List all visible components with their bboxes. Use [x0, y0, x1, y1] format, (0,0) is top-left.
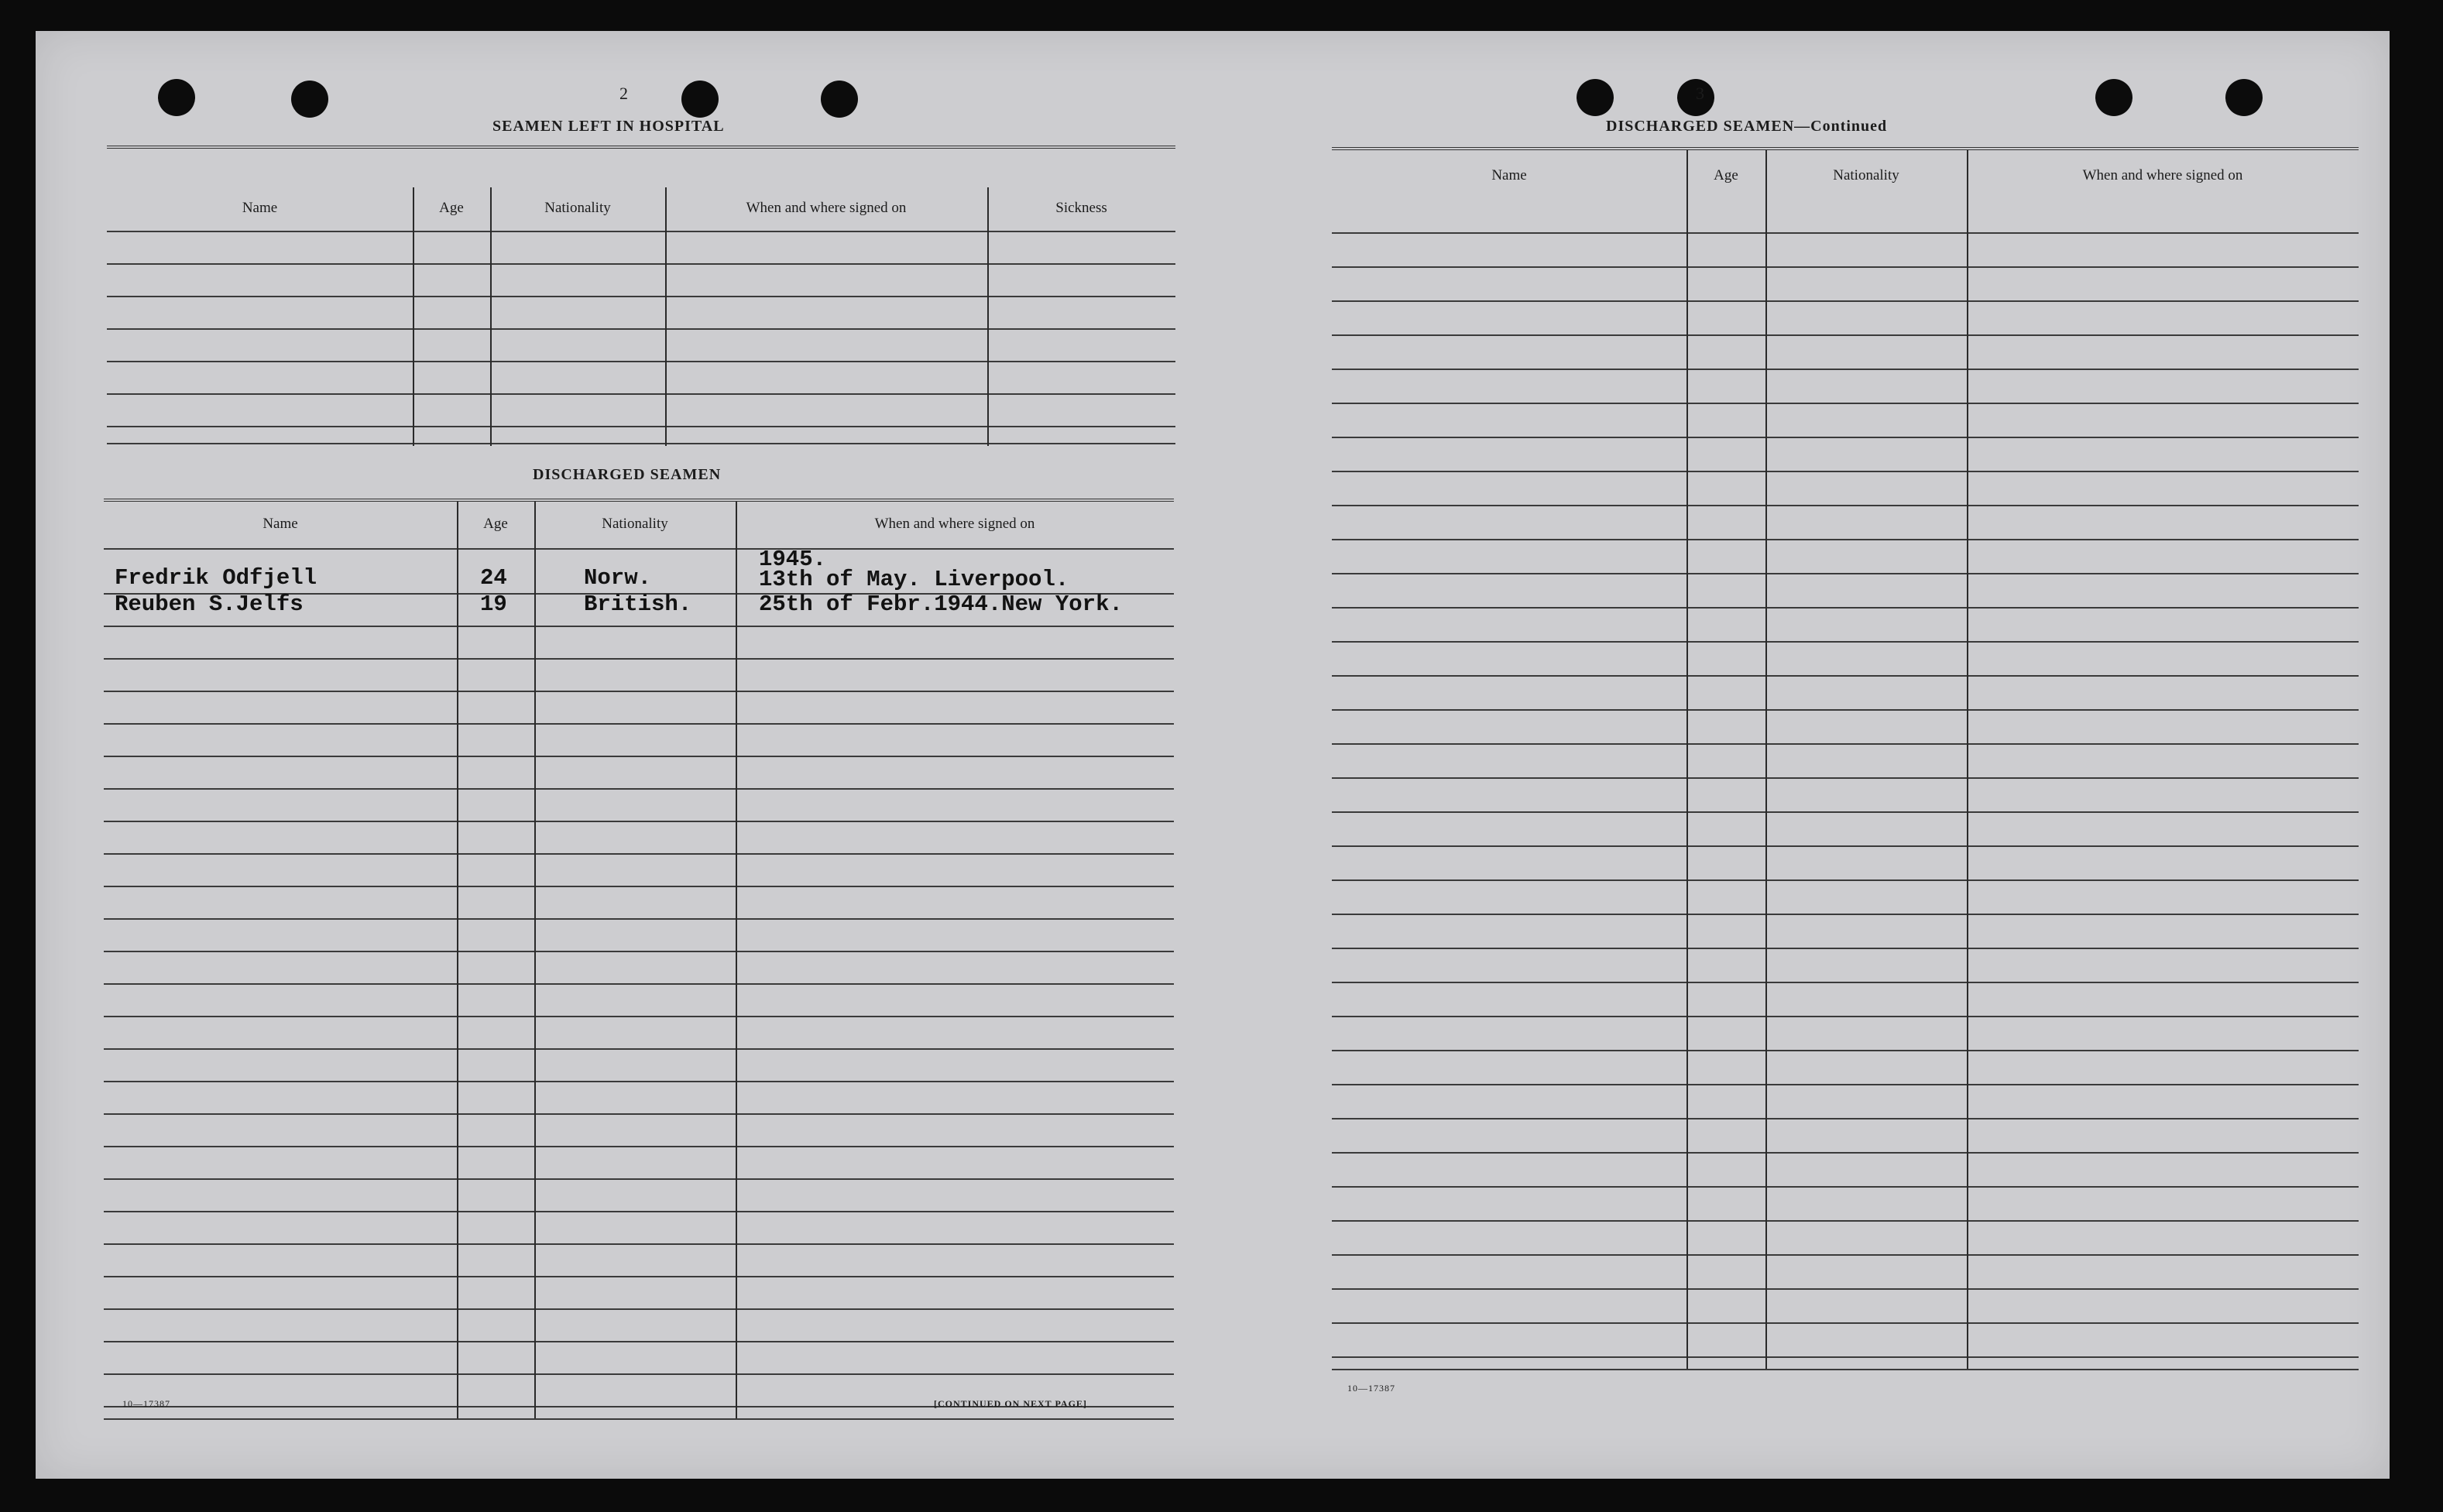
- discharged-row-2-name: Reuben S.Jelfs: [115, 591, 304, 617]
- discharged-row-line: [104, 1016, 1174, 1017]
- discharged-row-1-signed-year: 1945.: [759, 547, 827, 572]
- discharged-row-2-age: 19: [480, 591, 507, 617]
- hospital-col-divider: [490, 187, 492, 446]
- discharged-row-line: [104, 1048, 1174, 1050]
- hospital-row-line: [107, 263, 1175, 265]
- discharged-row-2-signed-on: 25th of Febr.1944.New York.: [759, 591, 1123, 617]
- discharged-row-line: [104, 691, 1174, 692]
- continued-row-line: [1332, 675, 2359, 677]
- discharged-row-line: [104, 918, 1174, 920]
- discharged-row-line: [104, 1276, 1174, 1277]
- continued-row-line: [1332, 1016, 2359, 1017]
- hospital-col-signed-on: When and where signed on: [746, 200, 907, 216]
- left-page: [36, 31, 1151, 1479]
- discharged-table: [104, 502, 1174, 1421]
- discharged-row-line: [104, 951, 1174, 952]
- hospital-table: [107, 147, 1175, 449]
- continued-row-line: [1332, 505, 2359, 506]
- discharged-section-title: DISCHARGED SEAMEN: [533, 466, 722, 483]
- hospital-row-line: [107, 296, 1175, 297]
- discharged-continued-title: DISCHARGED SEAMEN—Continued: [1606, 118, 1888, 135]
- discharged-row-1-nationality: Norw.: [584, 565, 652, 591]
- continued-row-line: [1332, 1356, 2359, 1358]
- hospital-header-rule: [107, 231, 1175, 232]
- continued-row-line: [1332, 1322, 2359, 1324]
- continued-row-line: [1332, 1118, 2359, 1119]
- discharged-row-line: [104, 1113, 1174, 1115]
- discharged-row-line: [104, 1081, 1174, 1082]
- continued-row-line: [1332, 641, 2359, 643]
- continued-row-line: [1332, 777, 2359, 779]
- continued-row-line: [1332, 300, 2359, 302]
- hospital-col-sickness: Sickness: [1055, 200, 1107, 216]
- punch-hole: [158, 79, 195, 116]
- continued-bottom-rule: [1332, 1369, 2359, 1370]
- discharged-col-nationality: Nationality: [602, 516, 668, 532]
- continued-col-age: Age: [1714, 167, 1738, 183]
- hospital-col-nationality: Nationality: [544, 200, 611, 216]
- discharged-col-age: Age: [483, 516, 508, 532]
- continued-row-line: [1332, 879, 2359, 881]
- continued-col-divider: [1765, 150, 1767, 1369]
- continued-row-line: [1332, 1220, 2359, 1222]
- continued-row-line: [1332, 914, 2359, 915]
- discharged-row-line: [104, 1211, 1174, 1212]
- discharged-row-line: [104, 853, 1174, 855]
- hospital-col-divider: [987, 187, 989, 446]
- punch-hole: [821, 81, 858, 118]
- page-number: 2: [619, 84, 628, 103]
- discharged-row-line: [104, 983, 1174, 985]
- hospital-col-divider: [665, 187, 667, 446]
- punch-hole: [1577, 79, 1614, 116]
- continued-row-line: [1332, 1152, 2359, 1154]
- continued-row-line: [1332, 437, 2359, 438]
- discharged-row-line: [104, 756, 1174, 757]
- punch-hole: [2095, 79, 2132, 116]
- continued-col-nationality: Nationality: [1833, 167, 1899, 183]
- right-page: [1267, 31, 2382, 1479]
- continued-row-line: [1332, 403, 2359, 404]
- discharged-row-line: [104, 626, 1174, 627]
- continued-row-line: [1332, 982, 2359, 983]
- discharged-row-line: [104, 1243, 1174, 1245]
- continued-row-line: [1332, 1084, 2359, 1085]
- discharged-row-line: [104, 886, 1174, 887]
- continued-row-line: [1332, 334, 2359, 336]
- continued-col-signed-on: When and where signed on: [2082, 167, 2243, 183]
- continued-row-line: [1332, 539, 2359, 540]
- continued-row-line: [1332, 471, 2359, 472]
- discharged-row-1-age: 24: [480, 565, 507, 591]
- page-number: 3: [1696, 84, 1704, 103]
- continued-row-line: [1332, 573, 2359, 574]
- discharged-col-divider: [534, 502, 536, 1418]
- hospital-row-line: [107, 328, 1175, 330]
- document-sheet: [36, 31, 2390, 1479]
- discharged-row-line: [104, 788, 1174, 790]
- discharged-continued-table: [1332, 150, 2359, 1373]
- hospital-row-line: [107, 443, 1175, 444]
- discharged-col-signed-on: When and where signed on: [874, 516, 1035, 532]
- continued-row-line: [1332, 1186, 2359, 1188]
- discharged-row-line: [104, 1373, 1174, 1375]
- discharged-row-line: [104, 1146, 1174, 1147]
- continued-row-line: [1332, 743, 2359, 745]
- hospital-row-line: [107, 426, 1175, 427]
- continued-row-line: [1332, 1254, 2359, 1256]
- discharged-row-1-name: Fredrik Odfjell: [115, 565, 317, 591]
- continued-row-line: [1332, 607, 2359, 609]
- discharged-row-line: [104, 1308, 1174, 1310]
- discharged-header-rule: [104, 548, 1174, 550]
- continued-header-rule: [1332, 232, 2359, 234]
- hospital-col-divider: [413, 187, 414, 446]
- discharged-row-line: [104, 821, 1174, 822]
- hospital-col-age: Age: [439, 200, 464, 216]
- continued-col-divider: [1686, 150, 1688, 1369]
- hospital-row-line: [107, 393, 1175, 395]
- continued-row-line: [1332, 709, 2359, 711]
- continued-col-name: Name: [1491, 167, 1527, 183]
- form-number: 10—17387: [122, 1398, 170, 1409]
- punch-hole: [2225, 79, 2263, 116]
- hospital-col-name: Name: [242, 200, 278, 216]
- continued-col-divider: [1967, 150, 1968, 1369]
- discharged-col-divider: [457, 502, 458, 1418]
- form-number: 10—17387: [1347, 1383, 1395, 1394]
- discharged-col-divider: [736, 502, 737, 1418]
- continued-row-line: [1332, 811, 2359, 813]
- discharged-bottom-rule: [104, 1418, 1174, 1420]
- continued-row-line: [1332, 266, 2359, 268]
- discharged-col-name: Name: [262, 516, 298, 532]
- continued-row-line: [1332, 845, 2359, 847]
- punch-hole: [291, 81, 328, 118]
- discharged-row-2-nationality: British.: [584, 591, 692, 617]
- discharged-row-line: [104, 1178, 1174, 1180]
- discharged-row-line: [104, 1341, 1174, 1342]
- continued-row-line: [1332, 948, 2359, 949]
- punch-hole: [681, 81, 719, 118]
- continued-row-line: [1332, 369, 2359, 370]
- continued-note: [CONTINUED ON NEXT PAGE]: [934, 1398, 1087, 1409]
- continued-row-line: [1332, 1050, 2359, 1051]
- hospital-row-line: [107, 361, 1175, 362]
- discharged-row-line: [104, 658, 1174, 660]
- hospital-section-title: SEAMEN LEFT IN HOSPITAL: [492, 118, 725, 135]
- discharged-row-line: [104, 723, 1174, 725]
- continued-row-line: [1332, 1288, 2359, 1290]
- discharged-row-1-signed-on: 13th of May. Liverpool.: [759, 567, 1069, 592]
